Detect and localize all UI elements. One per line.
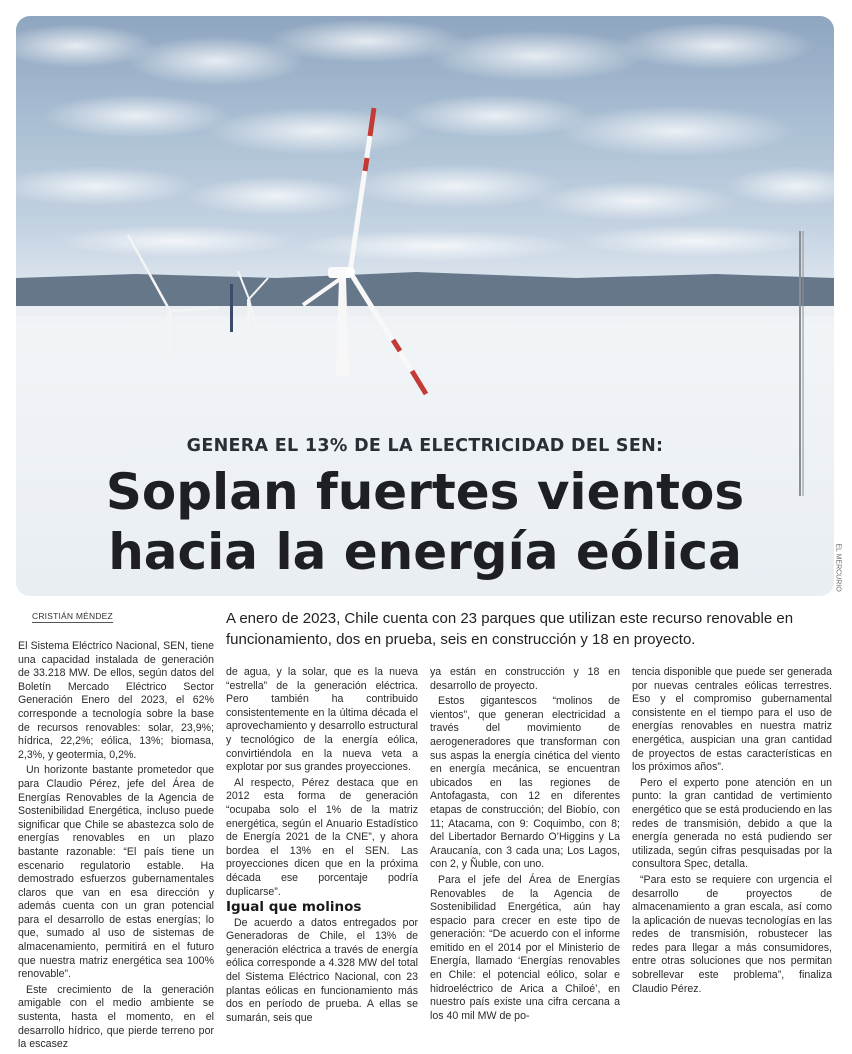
headline [16,462,834,582]
headline-line-2: hacia la energía eólica [108,523,742,581]
distant-turbine-mast [230,284,233,332]
lead-paragraph: A enero de 2023, Chile cuenta con 23 parques que utilizan este recurso renovable en funcionamiento, dos en prueba, seis en construcción y 18 en proyecto. [226,610,794,648]
paragraph: Al respecto, Pérez destaca que en 2012 esta forma de generación “ocupaba solo el 1% de la matriz energética, según el Anuario Estadístico de Energía 2021 de la CNE”, y ahora bordea el 13% en el SEN. Las proyecciones dicen que en la próxima década ese porcentaje podría duplicarse”. [226,776,418,898]
paragraph: Este crecimiento de la generación amigable con el medio ambiente se sustenta, hasta el momento, en el desarrollo hídrico, que pierde terreno por la escasez [18,983,214,1051]
paragraph: “Para esto se requiere con urgencia el desarrollo de proyectos de almacenamiento a gran escala, así como la aplicación de nuevas tecnologías en las redes de transmisión, robustecer las redes para llegar a más consumidores, entre otras soluciones que nos permitan sobrellevar este problema”, finaliza Claudio Pérez. [632,873,832,995]
paragraph: tencia disponible que puede ser generada por nuevas centrales eólicas terrestres. Eso y el compromiso gubernamental consistente en el tiempo para el uso de energías renovables en nuestra matriz energética, auspician una gran cantidad de proyectos de estas características en los próximos años”. [632,666,832,774]
column-1 [18,640,214,1054]
paragraph: Pero el experto pone atención en un punto: la gran cantidad de vertimiento energético que se está produciendo en las redes de transmisión, debido a que la energía generada no está pudiendo ser utilizada, según cifras pesquisadas por la consultora Spec, detalla. [632,776,832,871]
kicker: GENERA EL 13% DE LA ELECTRICIDAD DEL SEN: [186,436,664,456]
headline-line-1: Soplan fuertes vientos [105,463,745,521]
hero-photo [16,16,834,596]
column-3 [430,666,620,1025]
column-4 [632,666,832,998]
clouds [16,19,834,262]
paragraph: Para el jefe del Área de Energías Renovables de la Agencia de Sostenibilidad Energética, aún hay espacio para crecer en este tipo de generación: “De acuerdo con el informe emitido en el 2014 por el Ministerio de Energía, llamado ‘Energías renovables en Chile: el potencial eólico, solar e hidroeléctrico de Arica a Chiloé’, en nuestro país existe una cifra cercana a los 40 mil MW de po- [430,873,620,1022]
subheading: Igual que molinos [226,899,362,916]
paragraph: Estos gigantescos “molinos de vientos”, que generan electricidad a través del movimiento de aerogeneradores que transforman con sus aspas la energía cinética del viento en energía mecánica, se encuentran ubicados en las regiones de Antofagasta, con 12 en diferentes etapas de construcción; del Biobío, con 11; Atacama, con 9: Coquimbo, con 8; del Libertador Bernardo O’Higgins y La Araucanía, con 3 cada una; Los Lagos, con 2, y Ñuble, con uno. [430,695,620,871]
column-2 [226,666,418,1027]
byline: CRISTIÁN MÉNDEZ [32,611,113,621]
paragraph: El Sistema Eléctrico Nacional, SEN, tiene una capacidad instalada de generación de 33.218 MW. De ellos, según datos del Boletín Mercado Eléctrico Sector Generación Enero del 2023, el 62% corresponde a tecnología sobre la base de recursos renovables: solar, 23,9%; hídrica, 22,2%; eólica, 13%; biomasa, 2,3%, y geotermia, 0,2%. [18,640,214,761]
paragraph: De acuerdo a datos entregados por Generadoras de Chile, el 13% de generación eléctrica a través de energía eólica corresponde a 4.328 MW del total del Sistema Eléctrico Nacional, con 23 plantas eólicas en funcionamiento más dos en período de prueba. A ellas se sumarán, seis que [226,916,418,1024]
paragraph: Un horizonte bastante prometedor que para Claudio Pérez, jefe del Área de Energías Renovables de la Agencia de Sostenibilidad Energética, incluso puede significar que Chile se abastezca solo de energías renovables en un plazo bastante razonable: “El país tiene un escenario regulatorio estable. Ha demostrado esfuerzos gubernamentales claros que van en esa dirección y además cuenta con un gran potencial para el desarrollo de estas energías; lo que, sumado al uso de sistemas de almacenamiento, permitirá en el futuro que nuestra matriz energética sea 100% renovable”. [18,764,214,981]
photo-credit: EL MERCURIO [834,543,842,592]
paragraph: ya están en construcción y 18 en desarrollo de proyecto. [430,666,620,692]
paragraph: de agua, y la solar, que es la nueva “estrella” de la generación eléctrica. Pero también ha contribuido consistentemente en la última década el aprovechamiento y desarrollo estructural y tecnológico de la energía eólica, convirtiéndola en la nueva veta a explotar por sus grandes proyecciones. [226,666,418,774]
